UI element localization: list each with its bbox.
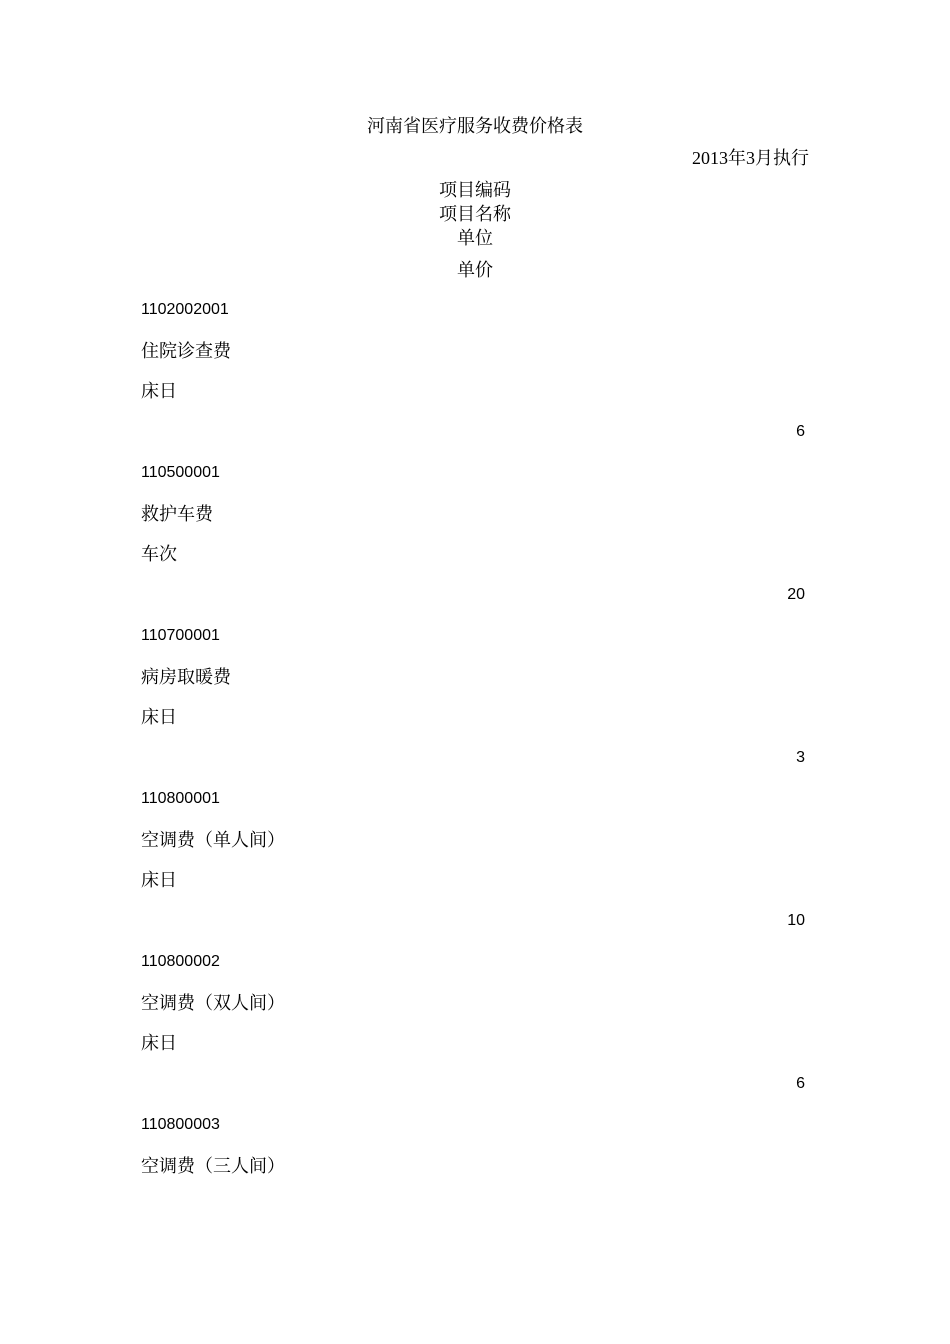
item-price: 3 xyxy=(796,749,805,766)
item-name: 空调费（单人间） xyxy=(141,830,285,850)
item-price: 10 xyxy=(787,912,805,929)
header-unit: 单位 xyxy=(457,228,493,248)
column-headers xyxy=(0,178,950,282)
effective-date: 2013年3月执行 xyxy=(692,148,809,168)
list-item xyxy=(141,1113,809,1276)
header-code: 项目编码 xyxy=(439,180,511,200)
item-code: 110500001 xyxy=(141,464,220,481)
item-unit: 床日 xyxy=(141,870,177,890)
item-unit: 车次 xyxy=(141,544,177,564)
item-name: 住院诊查费 xyxy=(141,341,231,361)
item-unit: 床日 xyxy=(141,381,177,401)
list-item xyxy=(141,950,809,1113)
item-unit: 床日 xyxy=(141,1033,177,1053)
header-name: 项目名称 xyxy=(439,204,511,224)
item-name: 空调费（双人间） xyxy=(141,993,285,1013)
item-name: 空调费（三人间） xyxy=(141,1156,285,1176)
document-title: 河南省医疗服务收费价格表 xyxy=(367,116,583,136)
item-code: 1102002001 xyxy=(141,301,229,318)
header-price: 单价 xyxy=(457,260,493,280)
list-item xyxy=(141,624,809,787)
list-item xyxy=(141,461,809,624)
list-item xyxy=(141,298,809,461)
item-name: 救护车费 xyxy=(141,504,213,524)
item-code: 110800001 xyxy=(141,790,220,807)
list-item xyxy=(141,787,809,950)
price-list xyxy=(141,298,809,1276)
item-name: 病房取暖费 xyxy=(141,667,231,687)
item-code: 110800002 xyxy=(141,953,220,970)
item-code: 110800003 xyxy=(141,1116,220,1133)
item-price: 6 xyxy=(796,1075,805,1092)
item-price: 20 xyxy=(787,586,805,603)
item-unit: 床日 xyxy=(141,707,177,727)
item-code: 110700001 xyxy=(141,627,220,644)
item-price: 6 xyxy=(796,423,805,440)
